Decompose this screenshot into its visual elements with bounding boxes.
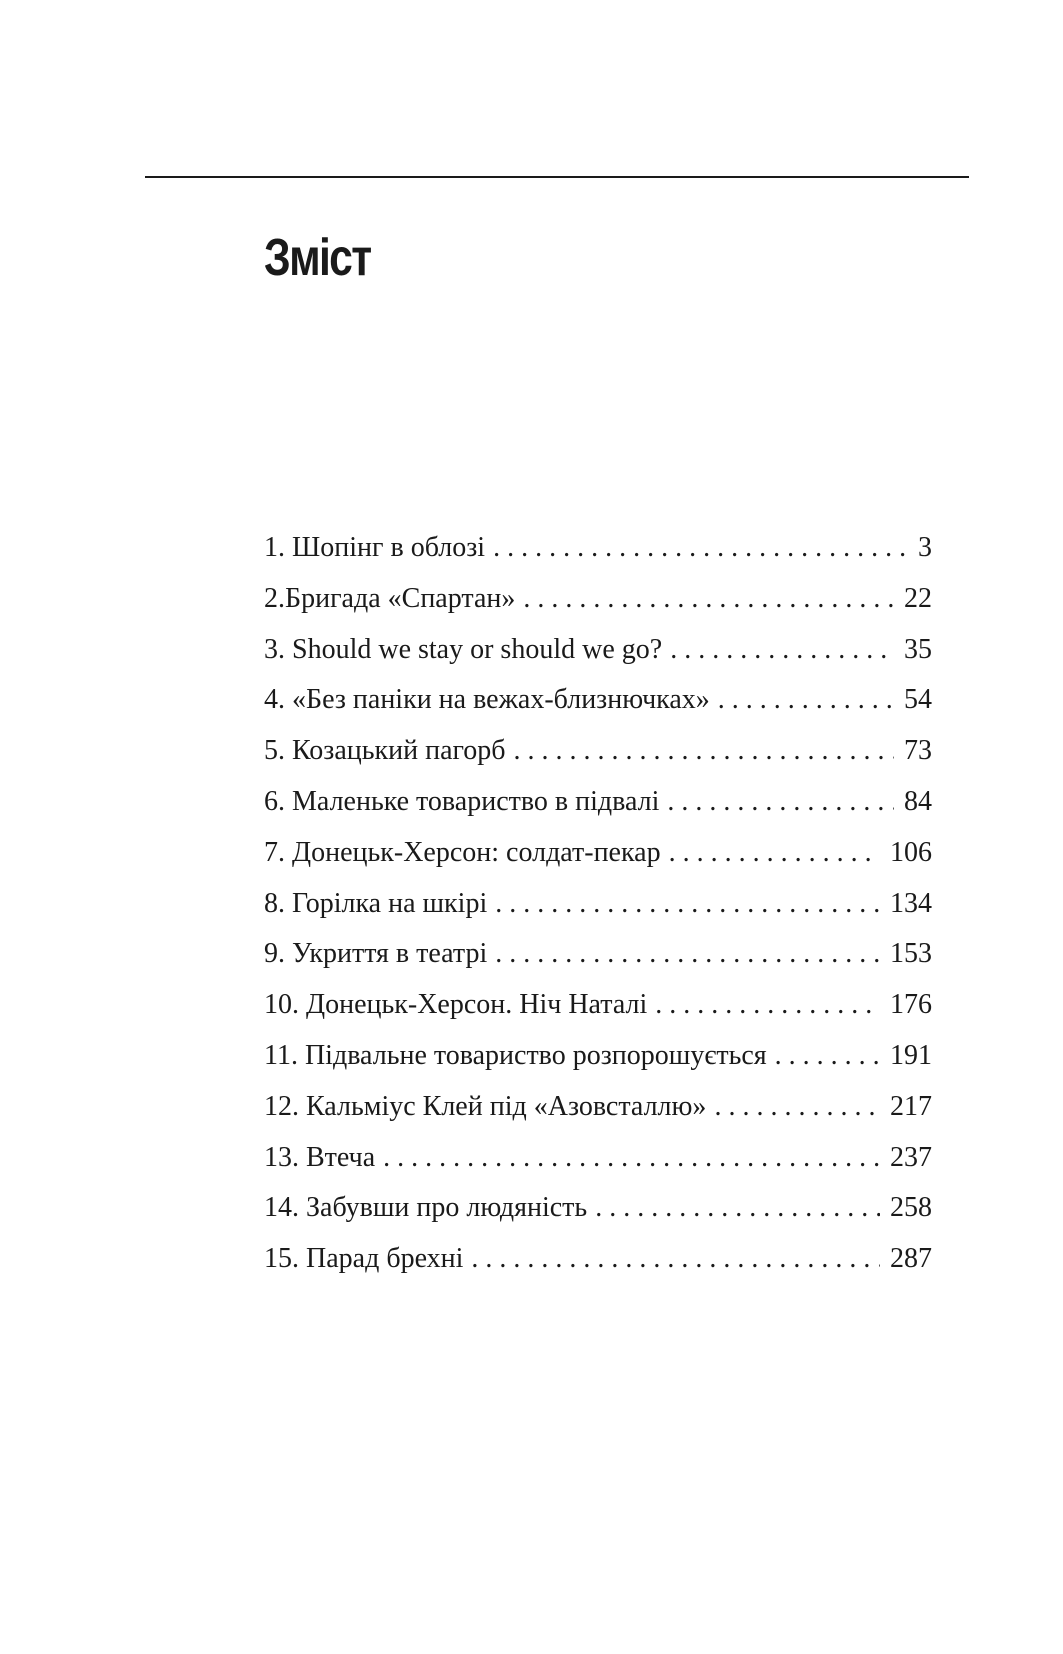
dot-leader — [383, 1133, 880, 1184]
toc-entry-11[interactable] — [264, 1031, 932, 1082]
toc-entry-12[interactable] — [264, 1082, 932, 1133]
toc-entry-page: 191 — [890, 1039, 932, 1071]
toc-entry-1[interactable] — [264, 523, 932, 574]
dot-leader — [718, 675, 894, 726]
toc-entry-8[interactable] — [264, 879, 932, 930]
dot-leader — [655, 980, 880, 1031]
toc-entry-page: 287 — [890, 1243, 932, 1275]
dot-leader — [775, 1031, 880, 1082]
toc-entry-title: 2.Бригада «Спартан» — [264, 582, 516, 614]
toc-entry-13[interactable] — [264, 1133, 932, 1184]
toc-entry-3[interactable] — [264, 625, 932, 676]
toc-entry-page: 73 — [904, 735, 932, 767]
toc-entry-page: 217 — [890, 1090, 932, 1122]
toc-entry-title: 3. Should we stay or should we go? — [264, 633, 663, 665]
dot-leader — [595, 1183, 880, 1234]
toc-entry-page: 84 — [904, 785, 932, 817]
toc-entry-10[interactable] — [264, 980, 932, 1031]
toc-entry-title: 1. Шопінг в облозі — [264, 532, 486, 563]
toc-entry-title: 8. Горілка на шкірі — [264, 887, 488, 919]
dot-leader — [670, 625, 894, 676]
toc-entry-7[interactable] — [264, 828, 932, 879]
dot-leader — [495, 929, 880, 980]
dot-leader — [514, 726, 894, 777]
toc-entry-page: 134 — [890, 887, 932, 919]
dot-leader — [667, 777, 894, 828]
toc-entry-title: 10. Донецьк-Херсон. Ніч Наталі — [264, 989, 648, 1021]
dot-leader — [669, 828, 880, 879]
top-rule-divider — [145, 176, 969, 178]
toc-entry-2[interactable] — [264, 574, 932, 625]
toc-entry-page: 237 — [890, 1141, 932, 1173]
dot-leader — [523, 574, 894, 625]
toc-entry-page: 153 — [890, 938, 932, 970]
toc-entry-page: 258 — [890, 1192, 932, 1224]
toc-entry-title: 13. Втеча — [264, 1141, 376, 1173]
table-of-contents — [264, 523, 932, 1285]
toc-entry-title: 7. Донецьк-Херсон: солдат-пекар — [264, 836, 661, 868]
toc-entry-page: 3 — [918, 532, 932, 563]
toc-entry-15[interactable] — [264, 1234, 932, 1285]
toc-entry-6[interactable] — [264, 777, 932, 828]
toc-entry-4[interactable] — [264, 675, 932, 726]
toc-entry-title: 14. Забувши про людяність — [264, 1192, 588, 1224]
toc-entry-page: 106 — [890, 836, 932, 868]
dot-leader — [493, 523, 908, 574]
toc-entry-9[interactable] — [264, 929, 932, 980]
dot-leader — [471, 1234, 880, 1285]
toc-entry-title: 15. Парад брехні — [264, 1243, 464, 1275]
page-title: Зміст — [264, 229, 371, 287]
toc-entry-page: 35 — [904, 633, 932, 665]
toc-entry-14[interactable] — [264, 1183, 932, 1234]
toc-entry-title: 11. Підвальне товариство розпорошується — [264, 1039, 767, 1071]
toc-entry-page: 54 — [904, 684, 932, 716]
toc-entry-page: 22 — [904, 582, 932, 614]
toc-entry-title: 9. Укриття в театрі — [264, 938, 488, 970]
dot-leader — [714, 1082, 880, 1133]
toc-entry-title: 6. Маленьке товариство в підвалі — [264, 785, 660, 817]
toc-entry-page: 176 — [890, 989, 932, 1021]
toc-entry-title: 5. Козацький пагорб — [264, 735, 506, 767]
toc-entry-title: 12. Кальміус Клей під «Азовсталлю» — [264, 1090, 707, 1122]
toc-entry-title: 4. «Без паніки на вежах-близнючках» — [264, 684, 710, 716]
dot-leader — [495, 879, 880, 930]
toc-entry-5[interactable] — [264, 726, 932, 777]
